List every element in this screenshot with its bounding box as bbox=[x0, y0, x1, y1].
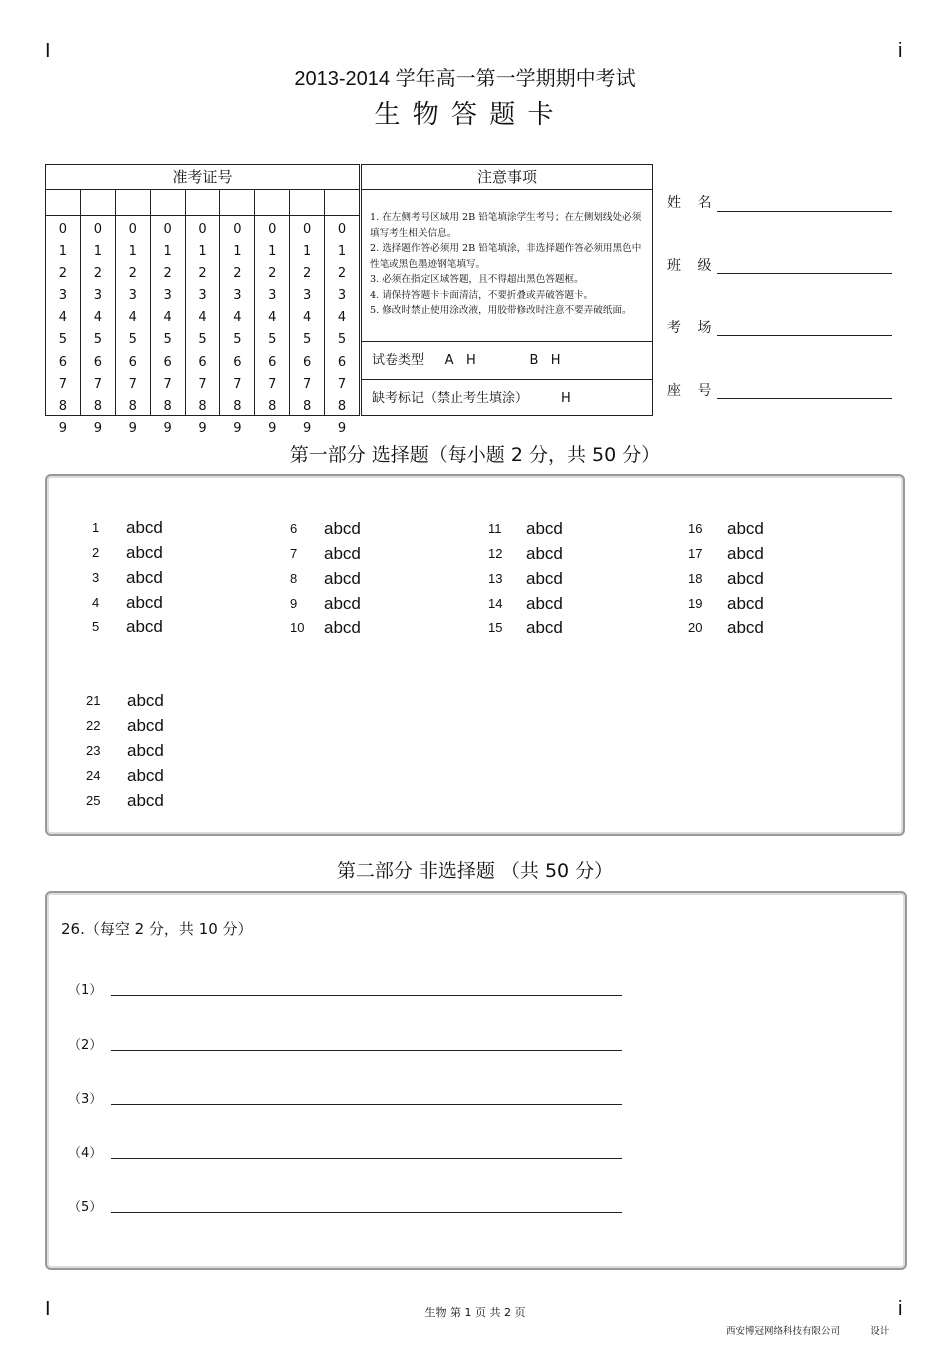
question-number: 16 bbox=[688, 521, 703, 536]
question-number: 12 bbox=[488, 546, 503, 561]
digit-bubble[interactable]: 1 bbox=[198, 244, 207, 260]
question-number: 8 bbox=[290, 571, 298, 586]
question-number: 7 bbox=[290, 546, 298, 561]
notice-item: 2. 选择题作答必须用 2B 铅笔填涂，非选择题作答必须用黑色中性笔或黑色墨迹钢笔填写。 bbox=[370, 243, 642, 270]
digit-bubble[interactable]: 4 bbox=[163, 310, 172, 326]
question-number: 2 bbox=[92, 545, 100, 560]
digit-bubble[interactable]: 4 bbox=[198, 310, 207, 326]
student-id-write-row[interactable] bbox=[46, 190, 359, 216]
answer-options[interactable]: abcd bbox=[324, 569, 361, 588]
digit-column[interactable] bbox=[220, 216, 255, 436]
digit-bubble[interactable]: 8 bbox=[58, 398, 68, 414]
question-number: 11 bbox=[488, 521, 502, 536]
digit-bubble[interactable]: 3 bbox=[163, 288, 172, 304]
digit-bubble[interactable]: 5 bbox=[337, 332, 347, 348]
room-label: 考 场 bbox=[667, 320, 718, 336]
digit-bubble[interactable]: 4 bbox=[58, 310, 68, 326]
exam-title: 2013-2014 学年高一第一学期期中考试 bbox=[294, 68, 636, 90]
answer-options[interactable]: abcd bbox=[727, 519, 764, 538]
digit-bubble[interactable]: 2 bbox=[58, 266, 68, 282]
digit-bubble[interactable]: 6 bbox=[58, 354, 68, 370]
question-number: 19 bbox=[688, 596, 703, 611]
question-number: 10 bbox=[290, 620, 305, 635]
digit-bubble[interactable]: 4 bbox=[303, 310, 312, 326]
digit-bubble[interactable]: 0 bbox=[268, 222, 277, 237]
question-number: 5 bbox=[92, 619, 100, 634]
class-label: 班 级 bbox=[667, 258, 718, 274]
digit-bubble[interactable]: 9 bbox=[233, 420, 242, 436]
question-number: 4 bbox=[92, 595, 100, 610]
blank-label: （1） bbox=[68, 983, 103, 998]
digit-bubble[interactable]: 1 bbox=[163, 244, 172, 260]
answer-options[interactable]: abcd bbox=[126, 617, 163, 636]
digit-bubble[interactable]: 0 bbox=[163, 222, 172, 237]
notice-item: 3. 必须在指定区域答题，且不得超出黑色答题框。 bbox=[370, 274, 584, 285]
digit-bubble[interactable]: 6 bbox=[163, 354, 172, 370]
digit-bubble[interactable]: 9 bbox=[163, 420, 172, 436]
notice-title: 注意事项 bbox=[362, 165, 652, 190]
digit-column[interactable] bbox=[81, 216, 116, 436]
part1-heading: 第一部分 选择题（每小题 2 分，共 50 分） bbox=[289, 444, 661, 466]
digit-bubble[interactable]: 4 bbox=[93, 310, 102, 326]
digit-bubble[interactable]: 3 bbox=[233, 288, 242, 304]
answer-options[interactable]: abcd bbox=[526, 544, 563, 563]
question-number: 23 bbox=[86, 743, 101, 758]
digit-bubble[interactable]: 5 bbox=[233, 332, 242, 348]
digit-bubble[interactable]: 0 bbox=[58, 222, 68, 237]
digit-bubble[interactable]: 2 bbox=[198, 266, 207, 282]
digit-bubble[interactable]: 4 bbox=[268, 310, 277, 326]
answer-options[interactable]: abcd bbox=[324, 594, 361, 613]
question-number: 15 bbox=[488, 620, 503, 635]
answer-line[interactable] bbox=[111, 1158, 622, 1159]
digit-bubble[interactable]: 2 bbox=[303, 266, 312, 282]
digit-bubble[interactable]: 0 bbox=[303, 222, 312, 237]
answer-options[interactable]: abcd bbox=[727, 618, 764, 637]
digit-bubble[interactable]: 8 bbox=[198, 398, 207, 414]
digit-column[interactable] bbox=[116, 216, 151, 436]
digit-bubble[interactable]: 6 bbox=[268, 354, 277, 370]
digit-bubble[interactable]: 9 bbox=[268, 420, 277, 436]
digit-bubble[interactable]: 4 bbox=[233, 310, 242, 326]
answer-options[interactable]: abcd bbox=[126, 518, 163, 537]
answer-options[interactable]: abcd bbox=[126, 568, 163, 587]
digit-bubble[interactable]: 3 bbox=[198, 288, 207, 304]
answer-options[interactable]: abcd bbox=[526, 519, 563, 538]
digit-bubble[interactable]: 7 bbox=[337, 376, 347, 392]
digit-bubble[interactable]: 0 bbox=[337, 222, 347, 237]
answer-options[interactable]: abcd bbox=[324, 544, 361, 563]
digit-bubble[interactable]: 1 bbox=[268, 244, 277, 260]
digit-bubble[interactable]: 8 bbox=[163, 398, 172, 414]
digit-bubble[interactable]: 9 bbox=[58, 420, 68, 436]
digit-bubble[interactable]: 5 bbox=[93, 332, 102, 348]
blank-label: （4） bbox=[68, 1146, 103, 1161]
answer-options[interactable]: abcd bbox=[727, 569, 764, 588]
paper-type-row[interactable]: 试卷类型 A H B H bbox=[362, 342, 652, 380]
digit-bubble[interactable]: 6 bbox=[337, 354, 347, 370]
question-number: 9 bbox=[290, 596, 298, 611]
digit-bubble[interactable]: 5 bbox=[58, 332, 68, 348]
page-footer: 生物 第 1 页 共 2 页 bbox=[424, 1306, 526, 1319]
digit-bubble[interactable]: 8 bbox=[128, 398, 137, 414]
question-number: 14 bbox=[488, 596, 503, 611]
digit-bubble[interactable]: 7 bbox=[163, 376, 172, 392]
digit-column[interactable] bbox=[186, 216, 221, 436]
question-number: 3 bbox=[92, 570, 100, 585]
blank-label: （2） bbox=[68, 1038, 103, 1053]
answer-options[interactable]: abcd bbox=[127, 741, 164, 760]
digit-bubble[interactable]: 3 bbox=[58, 288, 68, 304]
corner-mark-top-right: i bbox=[898, 40, 903, 62]
card-title: 生 物 答 题 卡 bbox=[374, 100, 556, 130]
room-field[interactable] bbox=[717, 335, 892, 336]
question-number: 1 bbox=[92, 520, 100, 535]
question-number: 17 bbox=[688, 546, 703, 561]
question-number: 6 bbox=[290, 521, 298, 536]
answer-options[interactable]: abcd bbox=[127, 766, 164, 785]
digit-bubble[interactable]: 1 bbox=[128, 244, 137, 260]
answer-options[interactable]: abcd bbox=[727, 544, 764, 563]
digit-bubble[interactable]: 0 bbox=[233, 222, 242, 237]
digit-bubble[interactable]: 4 bbox=[337, 310, 347, 326]
answer-line[interactable] bbox=[111, 995, 622, 996]
answer-options[interactable]: abcd bbox=[127, 691, 164, 710]
digit-bubble[interactable]: 3 bbox=[128, 288, 137, 304]
digit-bubble[interactable]: 2 bbox=[128, 266, 137, 282]
digit-bubble[interactable]: 3 bbox=[303, 288, 312, 304]
digit-bubble[interactable]: 3 bbox=[93, 288, 102, 304]
corner-mark-bottom-right: i bbox=[898, 1298, 903, 1320]
digit-bubble[interactable]: 7 bbox=[233, 376, 242, 392]
digit-bubble[interactable]: 0 bbox=[93, 222, 102, 237]
question-number: 24 bbox=[86, 768, 101, 783]
corner-mark-top-left: I bbox=[45, 40, 51, 62]
digit-bubble[interactable]: 6 bbox=[198, 354, 207, 370]
corner-mark-bottom-left: I bbox=[45, 1298, 51, 1320]
answer-options[interactable]: abcd bbox=[324, 519, 361, 538]
digit-column[interactable] bbox=[151, 216, 186, 436]
digit-bubble[interactable]: 5 bbox=[198, 332, 207, 348]
digit-bubble[interactable]: 2 bbox=[163, 266, 172, 282]
digit-bubble[interactable]: 1 bbox=[303, 244, 312, 260]
answer-options[interactable]: abcd bbox=[526, 594, 563, 613]
digit-column[interactable] bbox=[46, 216, 81, 436]
digit-bubble[interactable]: 8 bbox=[337, 398, 347, 414]
question-number: 18 bbox=[688, 571, 703, 586]
student-id-digit-grid bbox=[46, 216, 359, 436]
question-number: 20 bbox=[688, 620, 703, 635]
notice-list bbox=[362, 190, 652, 342]
part2-heading: 第二部分 非选择题 （共 50 分） bbox=[336, 860, 614, 882]
digit-bubble[interactable]: 8 bbox=[233, 398, 242, 414]
digit-bubble[interactable]: 4 bbox=[128, 310, 137, 326]
digit-bubble[interactable]: 6 bbox=[233, 354, 242, 370]
blank-label: （5） bbox=[68, 1200, 103, 1215]
blank-label: （3） bbox=[68, 1092, 103, 1107]
question-number: 22 bbox=[86, 718, 101, 733]
digit-bubble[interactable]: 6 bbox=[128, 354, 137, 370]
digit-bubble[interactable]: 5 bbox=[128, 332, 137, 348]
digit-bubble[interactable]: 9 bbox=[303, 420, 312, 436]
answer-line[interactable] bbox=[111, 1104, 622, 1105]
digit-bubble[interactable]: 3 bbox=[337, 288, 347, 304]
answer-options[interactable]: abcd bbox=[526, 618, 563, 637]
digit-bubble[interactable]: 2 bbox=[233, 266, 242, 282]
digit-column[interactable] bbox=[290, 216, 325, 436]
digit-bubble[interactable]: 8 bbox=[268, 398, 277, 414]
answer-line[interactable] bbox=[111, 1212, 622, 1213]
question-number: 25 bbox=[86, 793, 101, 808]
digit-column[interactable] bbox=[325, 216, 359, 436]
answer-line[interactable] bbox=[111, 1050, 622, 1051]
part2-answer-box bbox=[45, 891, 907, 1270]
digit-bubble[interactable]: 8 bbox=[93, 398, 102, 414]
answer-options[interactable]: abcd bbox=[324, 618, 361, 637]
student-id-title: 准考证号 bbox=[46, 165, 359, 190]
answer-options[interactable]: abcd bbox=[126, 543, 163, 562]
part1-answer-box bbox=[45, 474, 905, 836]
designer-credit: 西安博冠网络科技有限公司 设计 bbox=[726, 1326, 890, 1337]
answer-options[interactable]: abcd bbox=[127, 791, 164, 810]
digit-bubble[interactable]: 7 bbox=[58, 376, 68, 392]
notice-item: 1. 在左侧考号区域用 2B 铅笔填涂学生考号；在左侧划线处必须填写考生相关信息。 bbox=[370, 212, 642, 239]
answer-options[interactable]: abcd bbox=[526, 569, 563, 588]
digit-bubble[interactable]: 5 bbox=[268, 332, 277, 348]
absent-mark-row[interactable]: 缺考标记（禁止考生填涂） H bbox=[372, 391, 571, 406]
digit-bubble[interactable]: 9 bbox=[128, 420, 137, 436]
digit-bubble[interactable]: 1 bbox=[58, 244, 68, 260]
question-number: 21 bbox=[86, 693, 101, 708]
digit-bubble[interactable]: 1 bbox=[233, 244, 242, 260]
digit-bubble[interactable]: 7 bbox=[128, 376, 137, 392]
digit-bubble[interactable]: 7 bbox=[198, 376, 207, 392]
seat-field[interactable] bbox=[717, 398, 892, 399]
question-26-label: 26.（每空 2 分，共 10 分） bbox=[61, 920, 253, 938]
digit-bubble[interactable]: 2 bbox=[337, 266, 347, 282]
student-id-box bbox=[45, 164, 360, 436]
digit-bubble[interactable]: 0 bbox=[128, 222, 137, 237]
answer-options[interactable]: abcd bbox=[127, 716, 164, 735]
digit-bubble[interactable]: 2 bbox=[93, 266, 102, 282]
digit-bubble[interactable]: 5 bbox=[303, 332, 312, 348]
answer-options[interactable]: abcd bbox=[727, 594, 764, 613]
digit-bubble[interactable]: 7 bbox=[303, 376, 312, 392]
digit-bubble[interactable]: 8 bbox=[303, 398, 312, 414]
notice-item: 4. 请保持答题卡卡面清洁，不要折叠或弄破答题卡。 bbox=[370, 289, 594, 301]
digit-bubble[interactable]: 1 bbox=[337, 244, 347, 260]
class-field[interactable] bbox=[717, 273, 892, 274]
digit-bubble[interactable]: 9 bbox=[93, 420, 102, 436]
digit-bubble[interactable]: 1 bbox=[93, 244, 102, 260]
digit-bubble[interactable]: 9 bbox=[337, 420, 347, 436]
digit-bubble[interactable]: 9 bbox=[198, 420, 207, 436]
digit-bubble[interactable]: 5 bbox=[163, 332, 172, 348]
digit-bubble[interactable]: 6 bbox=[303, 354, 312, 370]
digit-bubble[interactable]: 3 bbox=[268, 288, 277, 304]
seat-label: 座 号 bbox=[667, 383, 718, 399]
digit-column[interactable] bbox=[255, 216, 290, 436]
answer-options[interactable]: abcd bbox=[126, 593, 163, 612]
name-label: 姓 名 bbox=[667, 195, 718, 211]
digit-bubble[interactable]: 7 bbox=[268, 376, 277, 392]
digit-bubble[interactable]: 2 bbox=[268, 266, 277, 282]
digit-bubble[interactable]: 7 bbox=[93, 376, 102, 392]
notice-item: 5. 修改时禁止使用涂改液，用胶带修改时注意不要弄破纸面。 bbox=[370, 305, 632, 316]
name-field[interactable] bbox=[717, 211, 892, 212]
digit-bubble[interactable]: 0 bbox=[198, 222, 207, 237]
question-number: 13 bbox=[488, 571, 503, 586]
notice-box bbox=[361, 164, 653, 416]
digit-bubble[interactable]: 6 bbox=[93, 354, 102, 370]
